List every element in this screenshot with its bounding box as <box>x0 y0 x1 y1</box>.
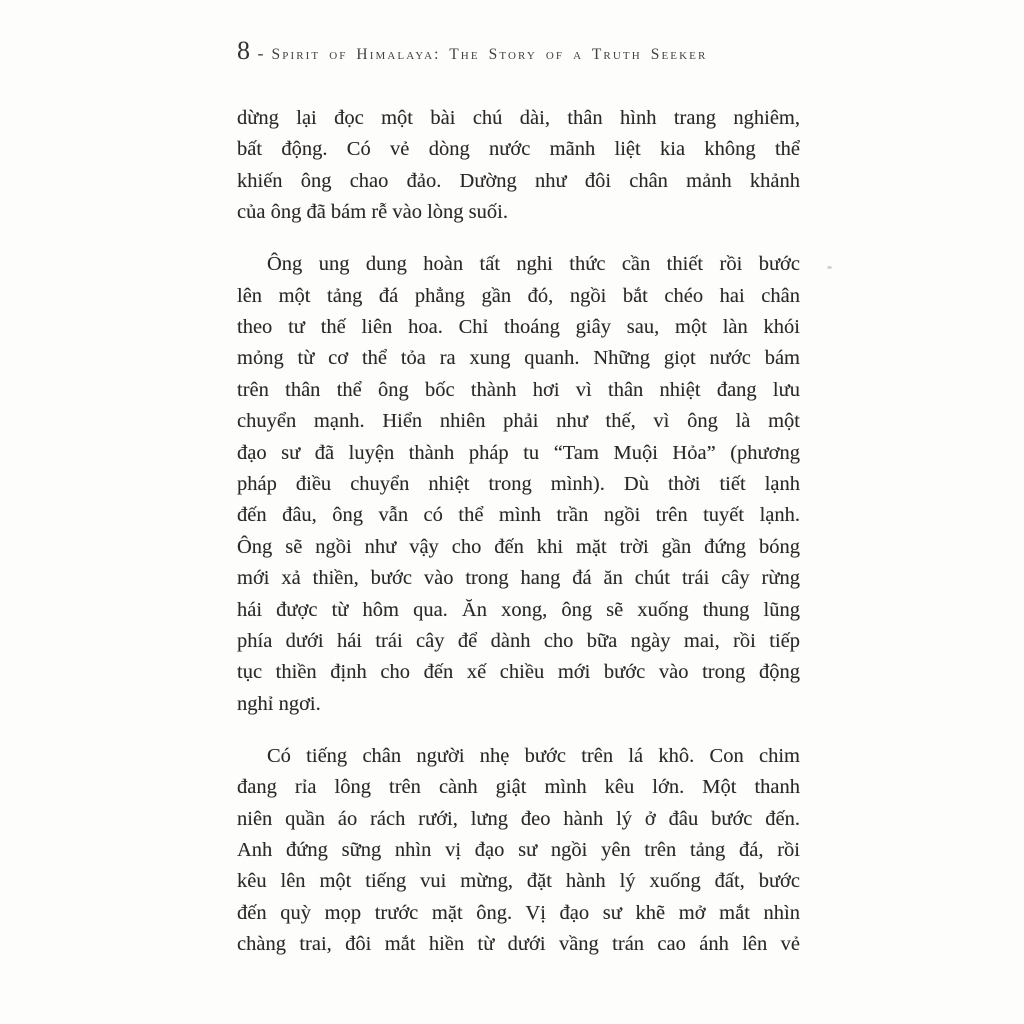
text-line: pháp điều chuyển nhiệt trong mình). Dù thời tiết lạnh <box>237 472 800 495</box>
text-line: chuyển mạnh. Hiển nhiên phải như thế, vì ông là một <box>237 410 800 433</box>
text-line: theo tư thế liên hoa. Chỉ thoáng giây sau, một làn khói <box>237 315 800 338</box>
text-line: kêu lên một tiếng vui mừng, đặt hành lý xuống đất, bước <box>237 870 800 893</box>
text-line: dừng lại đọc một bài chú dài, thân hình trang nghiêm, <box>237 107 800 129</box>
text-line: Có tiếng chân người nhẹ bước trên lá khô. Con chim <box>267 744 800 767</box>
text-line: lên một tảng đá phẳng gần đó, ngồi bắt chéo hai chân <box>237 284 800 307</box>
text-line: mỏng từ cơ thể tỏa ra xung quanh. Những giọt nước bám <box>237 347 800 370</box>
text-line: Ông sẽ ngồi như vậy cho đến khi mặt trời gần đứng bóng <box>237 535 800 558</box>
text-line: chàng trai, đôi mắt hiền từ dưới vầng trán cao ánh lên vẻ <box>237 933 800 956</box>
text-line: mới xả thiền, bước vào trong hang đá ăn chút trái cây rừng <box>237 567 800 590</box>
text-line: đang rỉa lông trên cành giật mình kêu lớn. Một thanh <box>237 776 800 799</box>
text-line: Anh đứng sững nhìn vị đạo sư ngồi yên trên tảng đá, rồi <box>237 838 800 861</box>
text-line: trên thân thể ông bốc thành hơi vì thân nhiệt đang lưu <box>237 378 800 401</box>
page-number: 8 <box>237 36 251 65</box>
text-line: hái được từ hôm qua. Ăn xong, ông sẽ xuống thung lũng <box>237 598 800 621</box>
text-line: phía dưới hái trái cây để dành cho bữa ngày mai, rồi tiếp <box>237 630 800 652</box>
text-line: niên quần áo rách rưới, lưng đeo hành lý ở đâu bước đến. <box>237 807 800 830</box>
body-text <box>237 103 800 981</box>
text-line: bất động. Có vẻ dòng nước mãnh liệt kia không thể <box>237 138 800 161</box>
text-line: đạo sư đã luyện thành pháp tu “Tam Muội Hỏa” (phương <box>237 441 800 464</box>
scan-speck <box>827 266 832 269</box>
text-line: đến đâu, ông vẫn có thể mình trần ngồi trên tuyết lạnh. <box>237 504 800 527</box>
text-line: Ông ung dung hoàn tất nghi thức cần thiết rồi bước <box>267 253 800 276</box>
running-title: Spirit of Himalaya: The Story of a Truth Seeker <box>271 46 708 63</box>
text-line: tục thiền định cho đến xế chiều mới bước vào trong động <box>237 661 800 684</box>
running-header <box>237 36 707 66</box>
text-line: đến quỳ mọp trước mặt ông. Vị đạo sư khẽ mở mắt nhìn <box>237 901 800 924</box>
text-line: nghỉ ngơi. <box>237 692 321 715</box>
text-line: của ông đã bám rễ vào lòng suối. <box>237 201 508 224</box>
header-dash: - <box>257 43 264 63</box>
text-line: khiến ông chao đảo. Dường như đôi chân mảnh khảnh <box>237 169 800 192</box>
